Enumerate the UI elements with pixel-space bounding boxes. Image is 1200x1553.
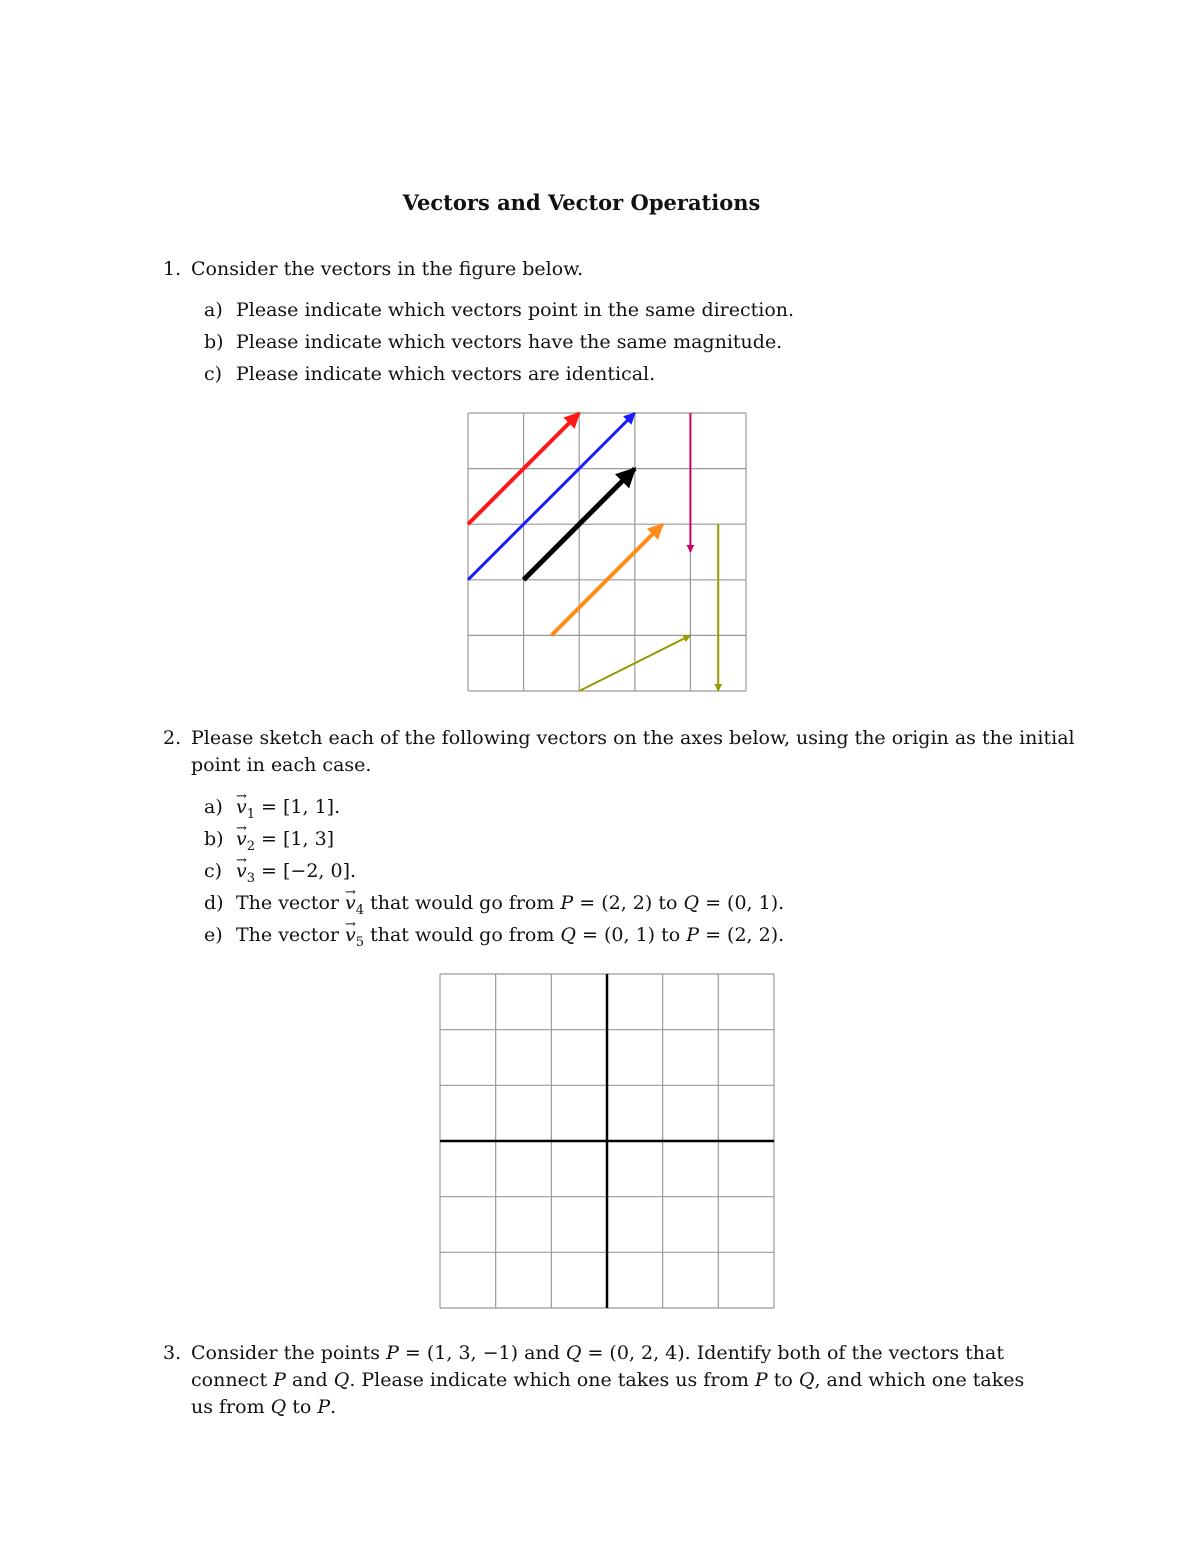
part-label: a) <box>204 796 223 818</box>
question-1-part-a <box>204 297 794 324</box>
question-3-line-2 <box>191 1367 1024 1394</box>
vector-subscript: 1 <box>246 806 256 822</box>
part-text: = [1, 1]. <box>255 796 341 818</box>
part-label: a) <box>204 299 223 321</box>
point-symbol: Q <box>683 892 700 914</box>
question-1-text: Consider the vectors in the figure below. <box>191 258 584 280</box>
text: , and which one takes <box>814 1369 1025 1391</box>
vector-subscript: 4 <box>355 902 365 918</box>
point-symbol: P <box>560 892 574 914</box>
vector-subscript: 2 <box>246 838 256 854</box>
part-label: c) <box>204 860 223 882</box>
question-1 <box>163 256 1043 283</box>
point-symbol: Q <box>565 1342 582 1364</box>
text: to <box>767 1369 799 1391</box>
part-text: The vector <box>236 892 346 914</box>
point-symbol: Q <box>333 1369 350 1391</box>
text: to <box>286 1396 318 1418</box>
text: . Please indicate which one takes us from <box>349 1369 755 1391</box>
vector-subscript: 5 <box>355 934 365 950</box>
point-symbol: P <box>386 1342 399 1364</box>
vector-symbol: → v <box>345 922 356 949</box>
question-3 <box>163 1340 1043 1421</box>
question-2-number: 2. <box>163 727 182 749</box>
point-symbol: P <box>686 924 700 946</box>
point-symbol: Q <box>798 1369 815 1391</box>
part-text: Please indicate which vectors point in the same direction. <box>236 299 795 321</box>
part-text: = (2, 2) to <box>573 892 684 914</box>
part-text: Please indicate which vectors are identical. <box>236 363 656 385</box>
point-symbol: Q <box>560 924 576 946</box>
part-text: = [1, 3] <box>255 828 335 850</box>
vector-symbol: → v <box>236 858 247 885</box>
part-text: that would go from <box>364 892 561 914</box>
point-symbol: P <box>273 1369 286 1391</box>
part-text: The vector <box>236 924 346 946</box>
vector-symbol: → v <box>236 794 247 821</box>
question-2-part-d <box>204 890 784 924</box>
question-2-line-1: Please sketch each of the following vectors on the axes below, using the origin as the initial <box>191 727 1075 749</box>
part-text: that would go from <box>364 924 561 946</box>
question-2 <box>163 725 1075 779</box>
part-label: c) <box>204 363 223 385</box>
text: connect <box>191 1369 274 1391</box>
text: Consider the points <box>191 1342 387 1364</box>
part-text: Please indicate which vectors have the same magnitude. <box>236 331 783 353</box>
point-symbol: Q <box>270 1396 287 1418</box>
question-1-part-c <box>204 361 655 388</box>
question-2-part-e <box>204 922 784 956</box>
sketch-axes <box>440 974 774 1308</box>
question-3-line-3 <box>191 1394 336 1421</box>
question-2-part-c <box>204 858 356 892</box>
point-symbol: P <box>317 1396 331 1418</box>
part-label: e) <box>204 924 223 946</box>
part-text: = [−2, 0]. <box>255 860 357 882</box>
part-label: d) <box>204 892 224 914</box>
part-text: = (2, 2). <box>699 924 785 946</box>
question-2-part-b <box>204 826 334 860</box>
question-1-number: 1. <box>163 258 182 280</box>
text: and <box>285 1369 334 1391</box>
vector-figure <box>468 413 746 691</box>
text: = (0, 2, 4). Identify both of the vectors that <box>581 1342 1005 1364</box>
part-label: b) <box>204 331 224 353</box>
question-2-part-a <box>204 794 340 828</box>
question-2-line-2: point in each case. <box>191 754 372 776</box>
vector-subscript: 3 <box>246 870 256 886</box>
vector-symbol: → v <box>345 890 356 917</box>
text: us from <box>191 1396 271 1418</box>
document-title: Vectors and Vector Operations <box>402 190 761 215</box>
vector-symbol: → v <box>236 826 247 853</box>
question-3-number: 3. <box>163 1342 182 1364</box>
question-3-line-1 <box>191 1340 1004 1367</box>
point-symbol: P <box>754 1369 768 1391</box>
text: = (1, 3, −1) and <box>398 1342 566 1364</box>
text: . <box>330 1396 337 1418</box>
part-text: = (0, 1) to <box>576 924 687 946</box>
part-text: = (0, 1). <box>699 892 785 914</box>
part-label: b) <box>204 828 224 850</box>
question-1-part-b <box>204 329 782 356</box>
